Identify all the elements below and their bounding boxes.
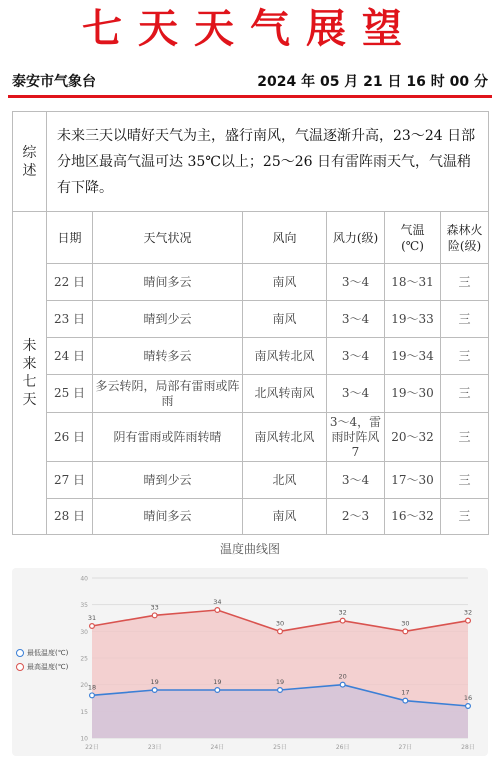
high-data-label: 33 (150, 603, 159, 612)
y-tick-label: 15 (80, 708, 88, 716)
low-data-label: 19 (213, 678, 222, 686)
low-data-point (466, 704, 471, 709)
low-data-label: 18 (87, 683, 97, 692)
chart-title: 温度曲线图 (219, 542, 280, 556)
legend-item-low[interactable]: 最低温度(℃) (16, 648, 68, 658)
high-data-label: 32 (463, 608, 473, 617)
col-temp: 气温 (℃) (385, 212, 441, 264)
high-data-point (340, 618, 345, 623)
x-tick-label: 28日 (461, 744, 475, 751)
high-data-label: 32 (338, 608, 347, 617)
high-data-point (90, 624, 95, 629)
high-data-label: 31 (87, 614, 97, 622)
x-tick-label: 23日 (147, 744, 162, 751)
y-tick-label: 20 (80, 682, 88, 690)
forecast-table (12, 111, 489, 535)
col-wind-force: 风力(级) (327, 212, 385, 264)
high-data-point (466, 618, 471, 623)
x-tick-label: 22日 (85, 744, 99, 751)
low-data-label: 19 (150, 678, 159, 686)
table-row: 24 日 晴转多云 南风转北风 3～4 19～34 三 (13, 338, 489, 375)
low-data-label: 20 (338, 672, 347, 681)
high-data-point (403, 629, 408, 634)
high-data-point (215, 608, 220, 613)
forecast-label: 未 来 七 天 (13, 212, 47, 535)
high-data-point (278, 629, 283, 634)
table-row: 25 日 多云转阴，局部有雷雨或阵雨 北风转南风 3～4 19～30 三 (13, 375, 489, 413)
column-header-row (13, 212, 489, 264)
low-data-point (340, 682, 345, 687)
high-data-point (152, 613, 157, 618)
col-fire-risk: 森林火 险(级) (441, 212, 489, 264)
col-weather: 天气状况 (93, 212, 243, 264)
x-tick-label: 25日 (273, 744, 287, 751)
low-data-label: 19 (275, 678, 285, 686)
summary-text: 未来三天以晴好天气为主，盛行南风，气温逐渐升高，23～24 日部分地区最高气温可达 35℃以上；25～26 日有雷阵雨天气，气温稍有下降。 (47, 112, 489, 212)
summary-label: 综 述 (13, 112, 47, 212)
low-data-point (278, 688, 283, 693)
table-row: 23 日 晴到少云 南风 3～4 19～33 三 (13, 301, 489, 338)
low-data-point (215, 688, 220, 693)
high-data-label: 30 (275, 619, 285, 628)
chart-canvas (12, 568, 488, 756)
document-title: 七天天气展望 (82, 5, 418, 52)
y-tick-label: 10 (80, 735, 88, 743)
table-row: 27 日 晴到少云 北风 3～4 17～30 三 (13, 462, 489, 499)
x-tick-label: 24日 (210, 744, 225, 751)
x-tick-label: 27日 (398, 744, 413, 751)
table-row: 22 日 晴间多云 南风 3～4 18～31 三 (13, 264, 489, 301)
col-date: 日期 (47, 212, 93, 264)
issue-time: 2024 年 05 月 21 日 16 时 00 分 (257, 74, 488, 90)
legend-item-high[interactable]: 最高温度(℃) (16, 662, 68, 672)
low-data-point (152, 688, 157, 693)
legend-marker-icon (16, 649, 24, 657)
y-tick-label: 25 (80, 655, 88, 663)
y-tick-label: 40 (80, 575, 88, 583)
low-data-point (90, 693, 95, 698)
x-tick-label: 26日 (335, 744, 350, 751)
table-row: 28 日 晴间多云 南风 2～3 16～32 三 (13, 499, 489, 535)
low-data-point (403, 698, 408, 703)
legend-marker-icon (16, 663, 24, 671)
summary-row (13, 112, 489, 212)
col-wind-dir: 风向 (243, 212, 327, 264)
y-tick-label: 30 (80, 628, 88, 636)
header-rule (8, 95, 492, 98)
temperature-chart (12, 568, 488, 756)
high-data-label: 34 (213, 598, 222, 606)
meta-row (12, 70, 488, 92)
table-row: 26 日 阴有雷雨或阵雨转晴 南风转北风 3～4，雷雨时阵风 7 20～32 三 (13, 413, 489, 462)
chart-legend (16, 648, 68, 676)
y-tick-label: 35 (80, 602, 88, 610)
low-data-label: 17 (401, 688, 410, 697)
high-data-label: 30 (401, 619, 410, 628)
agency-name: 泰安市气象台 (12, 74, 96, 90)
low-data-label: 16 (463, 694, 473, 702)
